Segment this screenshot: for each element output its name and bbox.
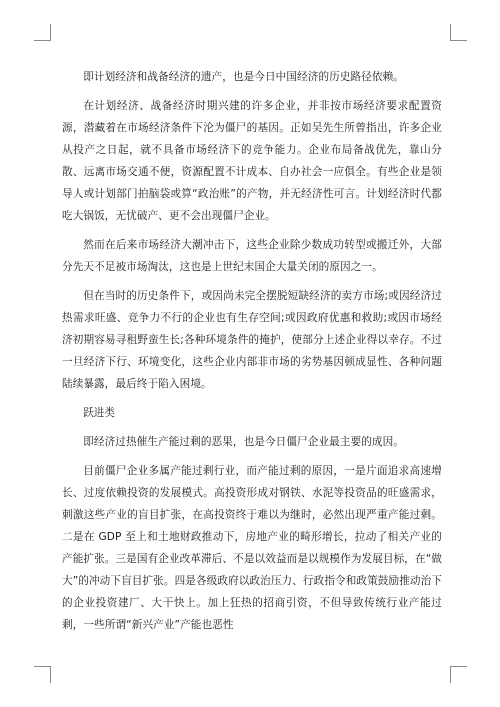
crop-mark-top-left: [34, 24, 51, 41]
crop-mark-bottom-right: [450, 666, 467, 683]
paragraph-1: 即计划经济和战备经济的遗产，也是今日中国经济的历史路径依赖。: [83, 71, 404, 83]
paragraph-3: 然而在后来市场经济大潮冲击下，这些企业除少数成功转型或搬迁外，大部分先天不足被市场淘汰，这也是上世纪末国企大量关闭的原因之一。: [62, 239, 442, 273]
crop-mark-bottom-left: [34, 666, 51, 683]
section-heading: 跃进类: [83, 407, 115, 419]
paragraph-2: 在计划经济、战备经济时期兴建的许多企业，并非按市场经济要求配置资源，潜藏着在市场经济条件下沦为僵尸的基因。正如吴先生所曾指出，许多企业从投产之日起，就不具备市场经济下的竞争能力。企业布局备战优先，靠山分散、远离市场交通不便，资源配置不计成本、自办社会一应俱全。有些企业是领导人或计划部门拍脑袋或算“政治账”的产物，并无经济性可言。计划经济时代都吃大锅饭，无忧破产、更不会出现僵尸企业。: [62, 100, 442, 222]
paragraph-5: 即经济过热催生产能过剩的恶果，也是今日僵尸企业最主要的成因。: [83, 436, 404, 448]
crop-mark-top-right: [450, 24, 467, 41]
document-body: [62, 66, 442, 643]
paragraph-6: 目前僵尸企业多属产能过剩行业，而产能过剩的原因，一是片面追求高速增长、过度依赖投资的发展模式。高投资形成对钢铁、水泥等投资品的旺盛需求，刺激这些产业的盲目扩张，在高投资终于难以为继时，必然出现严重产能过剩。二是在 GDP 至上和土地财政推动下，房地产业的畸形增长，拉动了相关产业的产能扩张。三是国有企业改革滞后、不是以效益而是以规模作为发展目标，在“做大”的冲动下盲目扩张。四是各级政府以政治压力、行政指令和政策鼓励推动治下的企业投资建厂、大干快上。加上狂热的招商引资，不但导致传统行业产能过剩，一些所谓“新兴产业”产能也恶性: [62, 465, 442, 631]
paragraph-4: 但在当时的历史条件下，或因尚未完全摆脱短缺经济的卖方市场;或因经济过热需求旺盛、竞争力不行的企业也有生存空间;或因政府优惠和救助;或因市场经济初期容易寻租野蛮生长;各种环境条件的掩护，使部分上述企业得以幸存。不过一旦经济下行、环境变化，这些企业内部非市场的劣势基因顿成显性、各种问题陆续暴露，最后终于陷入困境。: [62, 290, 442, 390]
